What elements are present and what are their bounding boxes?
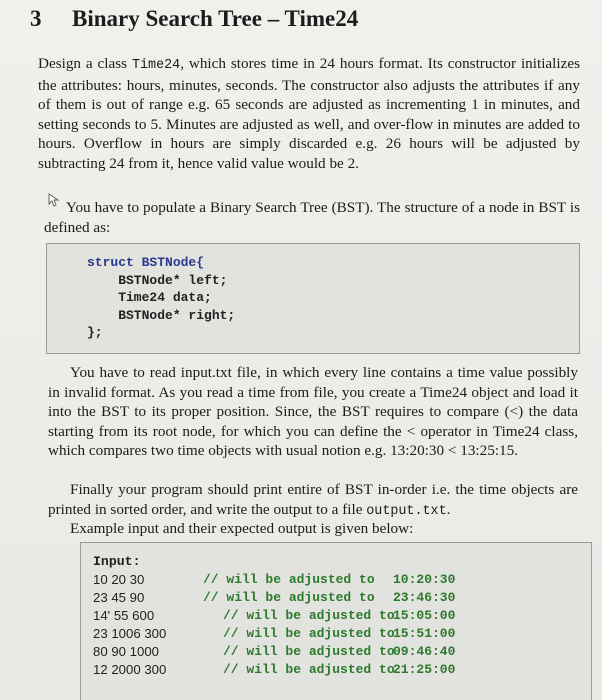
code-line-1: struct BSTNode{	[87, 255, 205, 270]
paragraph-design-class: Design a class Time24, which stores time in 24 hours format. Its constructor initializes the attributes: hours, minutes, seconds. The constructor also adjusts the attributes if any of them is out of range e.g. 65 seconds are adjusted as incrementing 1 in minutes, and setting seconds to 5. Minutes are adjusted as well, and over-flow in minutes are added to hours. Overflow in hours are simply discarded e.g. 26 hours will be adjusted by subtracting 24 from it, hence valid value would be 2.	[38, 55, 581, 172]
output-value: 21:25:00	[393, 662, 456, 677]
output-value: 15:51:00	[393, 626, 456, 641]
section-title: Binary Search Tree – Time24	[72, 6, 359, 31]
input-column	[93, 553, 166, 679]
output-value: 23:46:30	[393, 590, 456, 605]
adjust-comment: // will be adjusted to	[223, 626, 395, 641]
code-block-bstnode	[46, 243, 580, 354]
input-value: 12 2000 300	[93, 662, 167, 677]
code-line-2: BSTNode* left;	[87, 272, 228, 288]
adjust-comment: // will be adjusted to	[203, 572, 375, 587]
code-line-4: BSTNode* right;	[87, 307, 236, 323]
code-line-3: Time24 data;	[87, 290, 212, 305]
code-lines	[87, 254, 235, 342]
input-value: 80 90 1000	[93, 644, 160, 659]
adjust-comment: // will be adjusted to	[223, 644, 395, 659]
input-value: 14' 55 600	[93, 608, 155, 623]
output-value: 09:46:40	[393, 644, 456, 659]
comment-column	[203, 571, 395, 679]
output-value: 10:20:30	[393, 572, 456, 587]
adjust-comment: // will be adjusted to	[223, 662, 395, 677]
section-number: 3	[30, 6, 42, 31]
class-name-code: Time24	[131, 58, 181, 73]
adjust-comment: // will be adjusted to	[223, 608, 395, 623]
paragraph-example-intro: Example input and their expected output is given below:	[70, 520, 414, 537]
section-heading	[30, 6, 358, 32]
paragraph-print-inorder: Finally your program should print entire of BST in-order i.e. the time objects are printed in sorted order, and write the output to a file output.txt.	[48, 481, 578, 519]
input-value: 23 1006 300	[93, 626, 167, 641]
adjust-comment: // will be adjusted to	[203, 590, 375, 605]
example-io-block	[80, 542, 592, 700]
output-file-code: output.txt	[366, 503, 447, 519]
input-value: 10 20 30	[93, 572, 145, 587]
paragraph-populate-bst: You have to populate a Binary Search Tree (BST). The structure of a node in BST is defined as:	[44, 199, 580, 236]
input-value: 23 45 90	[93, 590, 145, 605]
paragraph-read-input: You have to read input.txt file, in which every line contains a time value possibly in invalid format. As you read a time from file, you create a Time24 object and load it into the BST to its proper position. Since, the BST requires to compare (<) the data starting from its root node, for which you can define the < operator in Time24 class, which compares two time objects with usual notion e.g. 13:20:30 < 13:25:15.	[48, 364, 578, 460]
code-line-5: };	[87, 325, 103, 340]
output-value: 15:05:00	[393, 608, 456, 623]
input-label: Input:	[93, 554, 141, 569]
output-column	[393, 571, 455, 679]
